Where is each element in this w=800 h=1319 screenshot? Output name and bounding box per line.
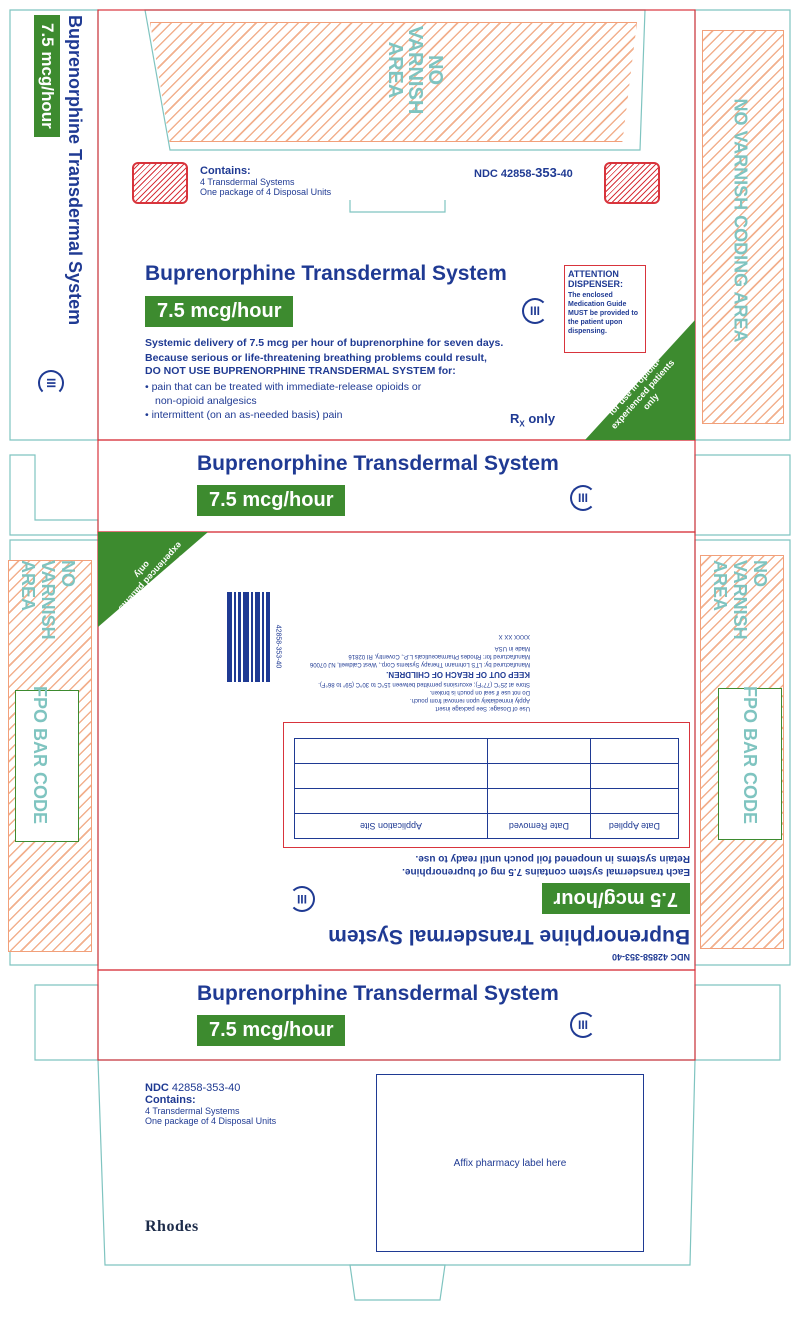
main-bullets: • pain that can be treated with immediate-release opioids or non-opioid analgesics • intermittent (on an as-needed basis) pain	[145, 381, 422, 421]
flap-schedule-iii-icon: III	[570, 485, 596, 511]
main-schedule-iii-icon: III	[522, 298, 548, 324]
bottom-contains: NDC 42858-353-40 Contains: 4 Transdermal Systems One package of 4 Disposal Units	[145, 1082, 277, 1126]
pharmacy-label-box	[376, 1074, 644, 1252]
no-varnish-right-label: NO VARNISH AREA	[710, 560, 770, 640]
record-table: Date Applied Date Removed Application Site	[294, 738, 679, 839]
side-product-name: Buprenorphine Transdermal System	[65, 15, 85, 326]
back-product-name: Buprenorphine Transdermal System	[328, 925, 690, 948]
main-warning: Because serious or life-threatening breathing problems could result, DO NOT USE BUPRENORPHINE TRANSDERMAL SYSTEM for:	[145, 352, 487, 377]
opioid-banner-back-text: for use in opioid-experienced patients only	[116, 540, 187, 615]
top-ndc: NDC 42858-353-40	[474, 165, 573, 180]
fpo-left-label: FPO BAR CODE	[30, 685, 50, 824]
attention-dispenser-box: ATTENTION DISPENSER: The enclosed Medication Guide MUST be provided to the patient upon dispensing.	[564, 265, 646, 353]
back-each-text: Each transdermal system contains 7.5 mg of buprenorphine. Retain systems in unopened foil pouch until ready to use.	[402, 853, 690, 877]
rhodes-logo: Rhodes	[145, 1218, 199, 1235]
back-storage-text: Use of Dosage: See package insert Apply immediately upon removal from pouch. Do not use if seal on pouch is broken. Store at 25°C (77°F); excursions permitted between 15°C to 30°C (59° to 86°F). KEEP OUT OF REACH OF CHILDREN. Manufactured by: LTS Lohmann Therapy Systems Corp., West Caldwell, NJ 07006 Manufactured for: Rhodes Pharmaceuticals L.P., Coventry, RI 02816 Made in USA XXXX XX X	[309, 633, 530, 711]
left-side-panel	[10, 10, 98, 440]
main-strength: 7.5 mcg/hour	[145, 296, 293, 327]
no-varnish-top-label: NO VARNISH AREA	[384, 25, 446, 115]
flap-strength: 7.5 mcg/hour	[197, 485, 345, 516]
registration-mark-right	[604, 162, 660, 204]
side-schedule-iii-icon: III	[38, 370, 64, 396]
barcode-digits: 42858-353-40	[274, 624, 282, 669]
record-table-box	[283, 722, 690, 848]
flap-product-name: Buprenorphine Transdermal System	[197, 452, 559, 475]
registration-mark-left	[132, 162, 188, 204]
top-contains: Contains: 4 Transdermal Systems One package of 4 Disposal Units	[200, 165, 332, 197]
bottom-flap-schedule-iii-icon: III	[570, 1012, 596, 1038]
fpo-right-label: FPO BAR CODE	[740, 685, 760, 824]
back-schedule-iii-icon: III	[289, 886, 315, 912]
opioid-banner-top-text: for use in opioid-experienced patients only	[606, 356, 677, 431]
no-varnish-left-label: NO VARNISH AREA	[18, 560, 78, 640]
back-ndc: NDC 42858-353-40	[611, 952, 690, 962]
main-delivery-text: Systemic delivery of 7.5 mcg per hour of buprenorphine for seven days.	[145, 337, 504, 349]
main-product-name: Buprenorphine Transdermal System	[145, 262, 507, 285]
side-strength: 7.5 mcg/hour	[34, 15, 60, 137]
no-varnish-coding-label: NO VARNISH CODING AREA	[730, 98, 751, 343]
bottom-flap-product-name: Buprenorphine Transdermal System	[197, 982, 559, 1005]
bottom-flap-strength: 7.5 mcg/hour	[197, 1015, 345, 1046]
rx-only: $R_X$ only	[510, 411, 556, 429]
back-panel	[98, 532, 695, 970]
back-strength: 7.5 mcg/hour	[542, 883, 690, 914]
pharmacy-label-text: Affix pharmacy label here	[453, 1157, 567, 1169]
barcode	[220, 592, 270, 682]
